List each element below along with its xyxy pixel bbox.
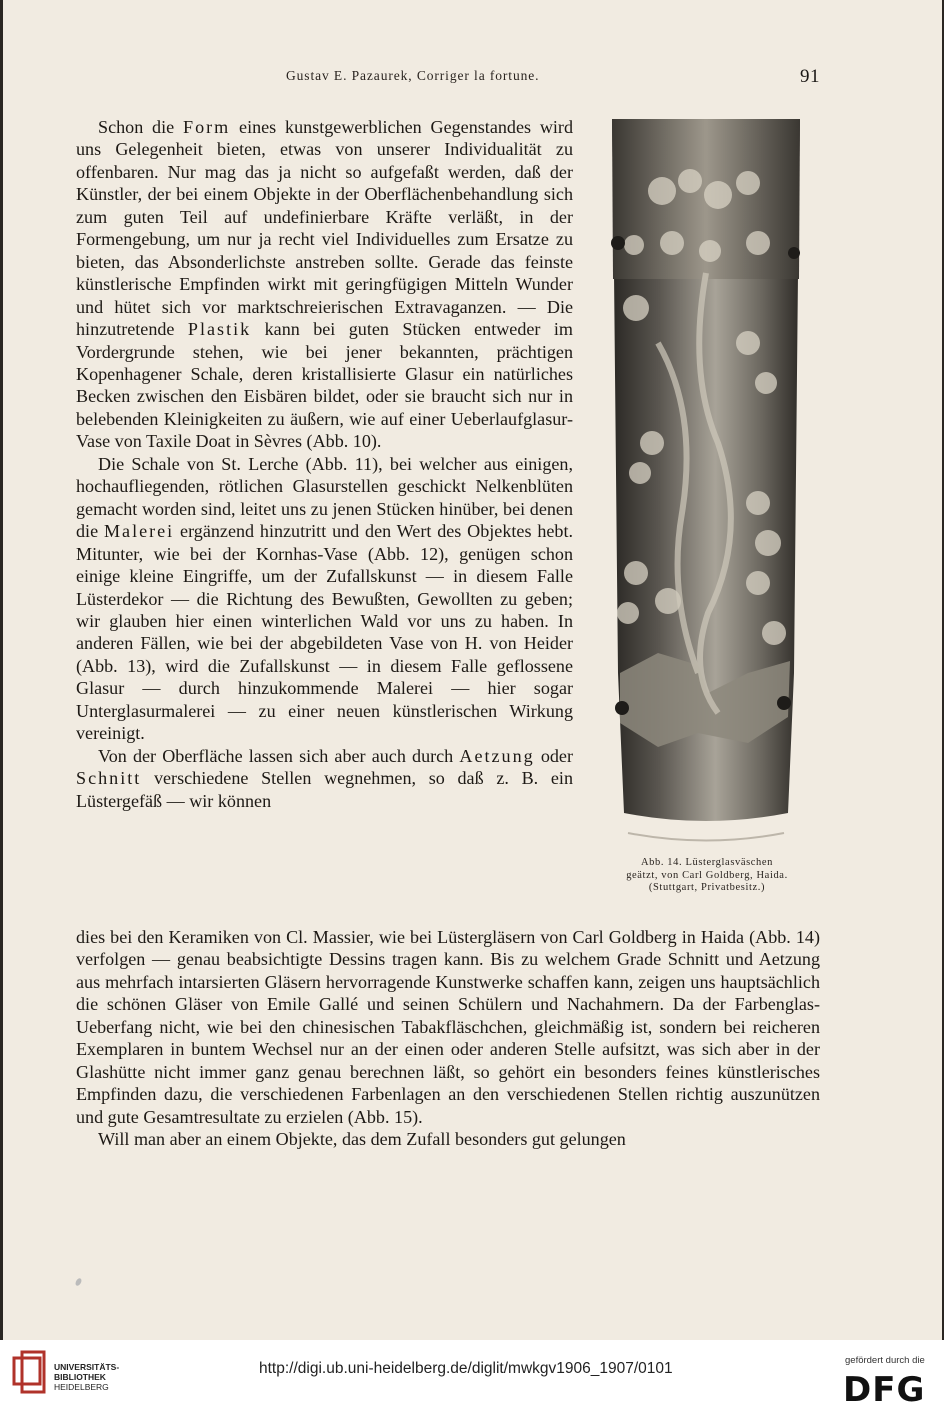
dfg-logo: DFG xyxy=(843,1370,926,1410)
funded-by-label: gefördert durch die xyxy=(845,1355,925,1366)
running-title: Gustav E. Pazaurek, Corriger la fortune. xyxy=(286,68,540,83)
paragraph-aetzung-start: Von der Oberfläche lassen sich aber auch durch Aetzung oder Schnitt verschiedene Stellen wegnehmen, so daß z. B. ein Lüstergefäß — wir können xyxy=(76,745,573,811)
library-name: UNIVERSITÄTS- BIBLIOTHEK HEIDELBERG xyxy=(54,1362,120,1392)
page-number: 91 xyxy=(800,66,820,87)
paragraph-form-plastik: Schon die Form eines kunstgewerblichen Gegenstandes wird uns Gelegenheit bieten, etwas von unserer Individualität zu offenbaren. Nur mag das ja nicht so aufgefaßt werden, daß der Künstler, der bei einem Objekte in der Oberflächenbehandlung sich zum guten Teil auf undefinierbare Kräfte verläßt, in der Formengebung, um nur ja recht viel Individuelles zum Ersatze zu bieten, das Absonderlichste anstreben sollte. Gerade das feinste künstlerische Empfinden wirkt mit geringfügigen Mitteln Wunder und hütet sich vor marktschreierischen Extravaganzen. — Die hinzutretende Plastik kann bei guten Stücken entweder im Vordergrunde stehen, wie bei jener bekannten, prächtigen Kopenhagener Schale, deren kristallisierte Glasur ein natürliches Becken zwischen den Eisbären bildet, oder sie braucht sich nur in belebenden Kleinigkeiten zu äußern, wie auf einer Ueberlaufglasur-Vase von Taxile Doat in Sèvres (Abb. 10). xyxy=(76,117,574,452)
figure-caption xyxy=(602,857,812,895)
scan-edge-left xyxy=(0,0,3,1340)
source-url-link[interactable]: http://digi.ub.uni-heidelberg.de/diglit/mwkgv1906_1907/0101 xyxy=(259,1360,673,1377)
column-text xyxy=(76,116,573,812)
caption-line-3: (Stuttgart, Privatbesitz.) xyxy=(648,882,766,893)
paragraph-aetzung-continued: dies bei den Keramiken von Cl. Massier, wie bei Lüstergläsern von Carl Goldberg in Haida (Abb. 14) verfolgen — genau beabsichtigte Dessins tragen kann. Bis zu welchem Grade Schnitt und Aetzung aus mehrfach intarsierten Gläsern hervorragende Kunstwerke schaffen kann, zeigen uns hauptsächlich die schönen Gläser von Emile Gallé und seinen Schülern und Nachahmern. Da der Farbenglas-Ueberfang nicht, wie bei den chinesischen Tabakfläschchen, gleichmäßig ist, sondern bei reicheren Exemplaren in buntem Wechsel nur an der einen oder anderen Stelle aufsitzt, was sich aber in der Glashütte nicht immer ganz genau berechnen läßt, so gehört ein besonders feines künstlerisches Empfinden dazu, die verschiedenen Farbenlagen an den verschiedenen Stellen richtig auszunützen und gute Gesamtresultate zu erzielen (Abb. 15). xyxy=(76,927,820,1127)
caption-line-2: geätzt, von Carl Goldberg, Haida. xyxy=(626,869,788,881)
vase-photograph xyxy=(598,113,814,846)
university-library-logo-icon xyxy=(12,1350,48,1394)
paragraph-malerei: Die Schale von St. Lerche (Abb. 11), bei welcher aus einigen, hochaufliegenden, rötlichen Glasurstellen geschickt Nelkenblüten gemacht worden sind, leitet uns zu jenen Stücken hinüber, bei denen die Malerei ergänzend hinzutritt und den Wert des Objektes hebt. Mitunter, wie bei der Kornhas-Vase (Abb. 12), genügen schon einige kleine Eingriffe, um der Zufallskunst — in diesem Falle Lüsterdekor — die Richtung des Bewußten, Gewollten zu geben; wir glauben hier einen winterlichen Wald vor uns zu haben. In anderen Fällen, wie bei der abgebildeten Vase von H. von Heider (Abb. 13), wird die Zufallskunst — in diesem Falle geflossene Glasur — durch hinzukommende Malerei — hier sogar Unterglasurmalerei — zu einer neuen künstlerischen Wirkung vereinigt. xyxy=(76,453,573,744)
full-width-text xyxy=(76,926,820,1151)
caption-line-1: Abb. 14. Lüsterglasväschen xyxy=(640,857,774,868)
paragraph-zufall: Will man aber an einem Objekte, das dem Zufall besonders gut gelungen xyxy=(98,1129,626,1150)
